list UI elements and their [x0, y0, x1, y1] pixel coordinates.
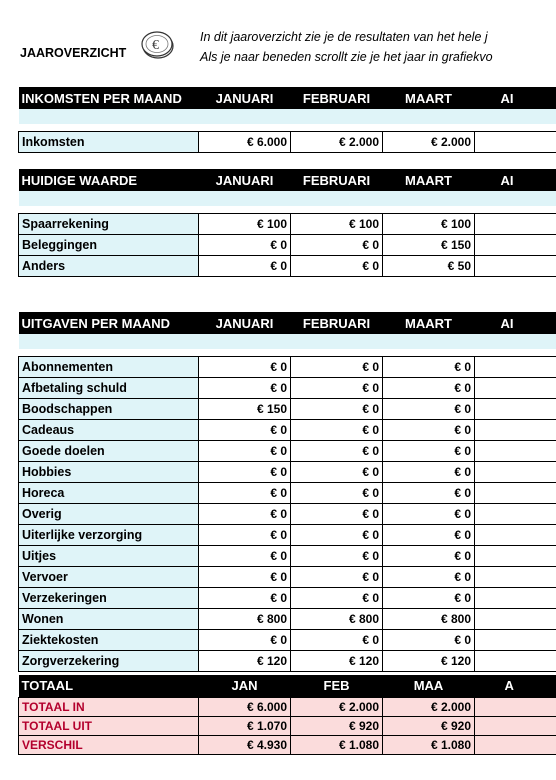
section-header-inkomsten: INKOMSTEN PER MAAND [19, 87, 199, 109]
cell-value[interactable]: € 1.080 [383, 735, 475, 754]
uitgaven-table [18, 312, 556, 672]
column-header-feb: FEB [291, 675, 383, 697]
cell-value[interactable]: € 0 [383, 503, 475, 524]
column-header-apr: A [475, 675, 556, 697]
section-header-huidige-waarde: HUIDIGE WAARDE [19, 169, 199, 191]
cell-value[interactable]: € 920 [383, 716, 475, 735]
cell-value[interactable]: € 0 [291, 255, 383, 276]
cell-value[interactable]: € 0 [383, 377, 475, 398]
cell-value[interactable]: € 0 [383, 482, 475, 503]
cell-empty[interactable] [475, 566, 556, 587]
coin-symbol: € [152, 38, 159, 53]
cell-empty[interactable] [475, 398, 556, 419]
table-row [19, 377, 556, 398]
cell-value[interactable]: € 0 [199, 503, 291, 524]
cell-empty[interactable] [475, 356, 556, 377]
row-label[interactable]: Beleggingen [19, 234, 199, 255]
row-label[interactable]: Uitjes [19, 545, 199, 566]
cell-empty[interactable] [475, 440, 556, 461]
cell-empty[interactable] [475, 608, 556, 629]
cell-value[interactable]: € 2.000 [291, 131, 383, 152]
table-row [19, 419, 556, 440]
inkomsten-header-row [19, 87, 556, 109]
table-row [19, 356, 556, 377]
cell-value[interactable]: € 0 [383, 524, 475, 545]
uitgaven-header-row [19, 312, 556, 334]
cell-value[interactable]: € 0 [291, 440, 383, 461]
table-row [19, 131, 556, 152]
totals-row [19, 716, 556, 735]
cell-empty[interactable] [475, 524, 556, 545]
intro-line-2: Als je naar beneden scrollt zie je het jaar in grafiekvo [200, 50, 493, 64]
cell-value[interactable]: € 0 [199, 629, 291, 650]
cell-value[interactable]: € 0 [383, 587, 475, 608]
row-label[interactable]: Vervoer [19, 566, 199, 587]
euro-coin-icon [140, 29, 176, 61]
cell-value[interactable]: € 2.000 [383, 697, 475, 716]
section-header-totaal: TOTAAL [19, 675, 199, 697]
cell-empty[interactable] [475, 545, 556, 566]
table-row [19, 234, 556, 255]
cell-value[interactable]: € 0 [199, 234, 291, 255]
cell-empty[interactable] [475, 213, 556, 234]
row-label[interactable]: Inkomsten [19, 131, 199, 152]
cell-value[interactable]: € 0 [383, 545, 475, 566]
cell-empty[interactable] [475, 735, 556, 754]
column-header-februari: FEBRUARI [291, 87, 383, 109]
cell-value[interactable]: € 50 [383, 255, 475, 276]
cell-empty[interactable] [475, 697, 556, 716]
cell-value[interactable]: € 800 [383, 608, 475, 629]
row-label[interactable]: Boodschappen [19, 398, 199, 419]
cell-value[interactable]: € 0 [291, 398, 383, 419]
column-header-maa: MAA [383, 675, 475, 697]
cell-value[interactable]: € 4.930 [199, 735, 291, 754]
cell-empty[interactable] [475, 255, 556, 276]
column-header-maart: MAART [383, 87, 475, 109]
table-row [19, 503, 556, 524]
column-header-maart: MAART [383, 169, 475, 191]
huidige-waarde-header-row [19, 169, 556, 191]
cell-value[interactable]: € 0 [199, 419, 291, 440]
table-row [19, 461, 556, 482]
row-label[interactable]: Wonen [19, 608, 199, 629]
cell-value[interactable]: € 2.000 [291, 697, 383, 716]
page-title: JAAROVERZICHT [20, 46, 127, 60]
column-header-februari: FEBRUARI [291, 169, 383, 191]
cell-value[interactable]: € 100 [291, 213, 383, 234]
cell-empty[interactable] [475, 377, 556, 398]
cell-value[interactable]: € 800 [199, 608, 291, 629]
cell-value[interactable]: € 2.000 [383, 131, 475, 152]
cell-value[interactable]: € 1.070 [199, 716, 291, 735]
cell-value[interactable]: € 0 [383, 356, 475, 377]
column-header-januari: JANUARI [199, 169, 291, 191]
totaal-header-row [19, 675, 556, 697]
table-row [19, 482, 556, 503]
cell-empty[interactable] [475, 461, 556, 482]
huidige-waarde-table [18, 169, 556, 277]
row-label[interactable]: Hobbies [19, 461, 199, 482]
table-row [19, 629, 556, 650]
cell-value[interactable]: € 0 [291, 461, 383, 482]
cell-value[interactable]: € 0 [199, 440, 291, 461]
totals-row [19, 697, 556, 716]
cell-value[interactable]: € 0 [383, 419, 475, 440]
cell-value[interactable]: € 0 [383, 566, 475, 587]
cell-empty[interactable] [475, 587, 556, 608]
row-label[interactable]: Abonnementen [19, 356, 199, 377]
column-header-maart: MAART [383, 312, 475, 334]
table-row [19, 255, 556, 276]
table-row [19, 545, 556, 566]
intro-text [200, 27, 493, 67]
cell-value[interactable]: € 6.000 [199, 697, 291, 716]
cell-value[interactable]: € 0 [383, 440, 475, 461]
cell-empty[interactable] [475, 419, 556, 440]
cell-value[interactable]: € 150 [383, 234, 475, 255]
table-row [19, 398, 556, 419]
cell-value[interactable]: € 0 [291, 234, 383, 255]
cell-value[interactable]: € 0 [291, 377, 383, 398]
table-row [19, 440, 556, 461]
cell-value[interactable]: € 0 [291, 566, 383, 587]
row-label[interactable]: Afbetaling schuld [19, 377, 199, 398]
cell-value[interactable]: € 0 [199, 461, 291, 482]
column-header-februari: FEBRUARI [291, 312, 383, 334]
cell-value[interactable]: € 0 [291, 419, 383, 440]
cell-value[interactable]: € 0 [199, 482, 291, 503]
cell-value[interactable]: € 0 [291, 587, 383, 608]
table-row [19, 213, 556, 234]
totaal-uit-label[interactable]: TOTAAL UIT [19, 716, 199, 735]
table-row [19, 608, 556, 629]
cell-empty[interactable] [475, 629, 556, 650]
cell-empty[interactable] [475, 716, 556, 735]
cell-value[interactable]: € 920 [291, 716, 383, 735]
cell-value[interactable]: € 0 [199, 255, 291, 276]
cell-empty[interactable] [475, 234, 556, 255]
column-header-januari: JANUARI [199, 312, 291, 334]
cell-value[interactable]: € 0 [291, 503, 383, 524]
section-header-uitgaven: UITGAVEN PER MAAND [19, 312, 199, 334]
cell-empty[interactable] [475, 503, 556, 524]
row-label[interactable]: Cadeaus [19, 419, 199, 440]
cell-empty[interactable] [475, 131, 556, 152]
cell-value[interactable]: € 0 [291, 545, 383, 566]
row-label[interactable]: Verzekeringen [19, 587, 199, 608]
row-label[interactable]: Uiterlijke verzorging [19, 524, 199, 545]
cell-value[interactable]: € 0 [383, 461, 475, 482]
cell-value[interactable]: € 0 [199, 587, 291, 608]
row-label[interactable]: Overig [19, 503, 199, 524]
column-header-januari: JANUARI [199, 87, 291, 109]
row-label[interactable]: Ziektekosten [19, 629, 199, 650]
cell-value[interactable]: € 0 [199, 524, 291, 545]
cell-value[interactable]: € 0 [199, 377, 291, 398]
cell-value[interactable]: € 0 [291, 629, 383, 650]
column-header-april: AI [475, 87, 556, 109]
cell-value[interactable]: € 100 [199, 213, 291, 234]
inkomsten-table [18, 87, 556, 153]
row-label[interactable]: Spaarrekening [19, 213, 199, 234]
column-header-april: AI [475, 312, 556, 334]
row-label[interactable]: Zorgverzekering [19, 650, 199, 671]
cell-empty[interactable] [475, 650, 556, 671]
column-header-jan: JAN [199, 675, 291, 697]
cell-value[interactable]: € 0 [291, 356, 383, 377]
table-row [19, 587, 556, 608]
cell-value[interactable]: € 1.080 [291, 735, 383, 754]
cell-value[interactable]: € 0 [383, 629, 475, 650]
row-label[interactable]: Anders [19, 255, 199, 276]
verschil-label[interactable]: VERSCHIL [19, 735, 199, 754]
table-row [19, 524, 556, 545]
row-label[interactable]: Horeca [19, 482, 199, 503]
cell-value[interactable]: € 0 [291, 482, 383, 503]
column-header-april: AI [475, 169, 556, 191]
cell-value[interactable]: € 0 [291, 524, 383, 545]
cell-value[interactable]: € 800 [291, 608, 383, 629]
cell-value[interactable]: € 0 [199, 566, 291, 587]
cell-empty[interactable] [475, 482, 556, 503]
totaal-in-label[interactable]: TOTAAL IN [19, 697, 199, 716]
cell-value[interactable]: € 120 [383, 650, 475, 671]
table-row [19, 650, 556, 671]
intro-line-1: In dit jaaroverzicht zie je de resultaten van het hele j [200, 30, 488, 44]
row-label[interactable]: Goede doelen [19, 440, 199, 461]
cell-value[interactable]: € 0 [199, 356, 291, 377]
totaal-table [18, 675, 556, 755]
cell-value[interactable]: € 100 [383, 213, 475, 234]
cell-value[interactable]: € 6.000 [199, 131, 291, 152]
cell-value[interactable]: € 150 [199, 398, 291, 419]
cell-value[interactable]: € 120 [199, 650, 291, 671]
cell-value[interactable]: € 0 [383, 398, 475, 419]
totals-row [19, 735, 556, 754]
cell-value[interactable]: € 120 [291, 650, 383, 671]
table-row [19, 566, 556, 587]
cell-value[interactable]: € 0 [199, 545, 291, 566]
